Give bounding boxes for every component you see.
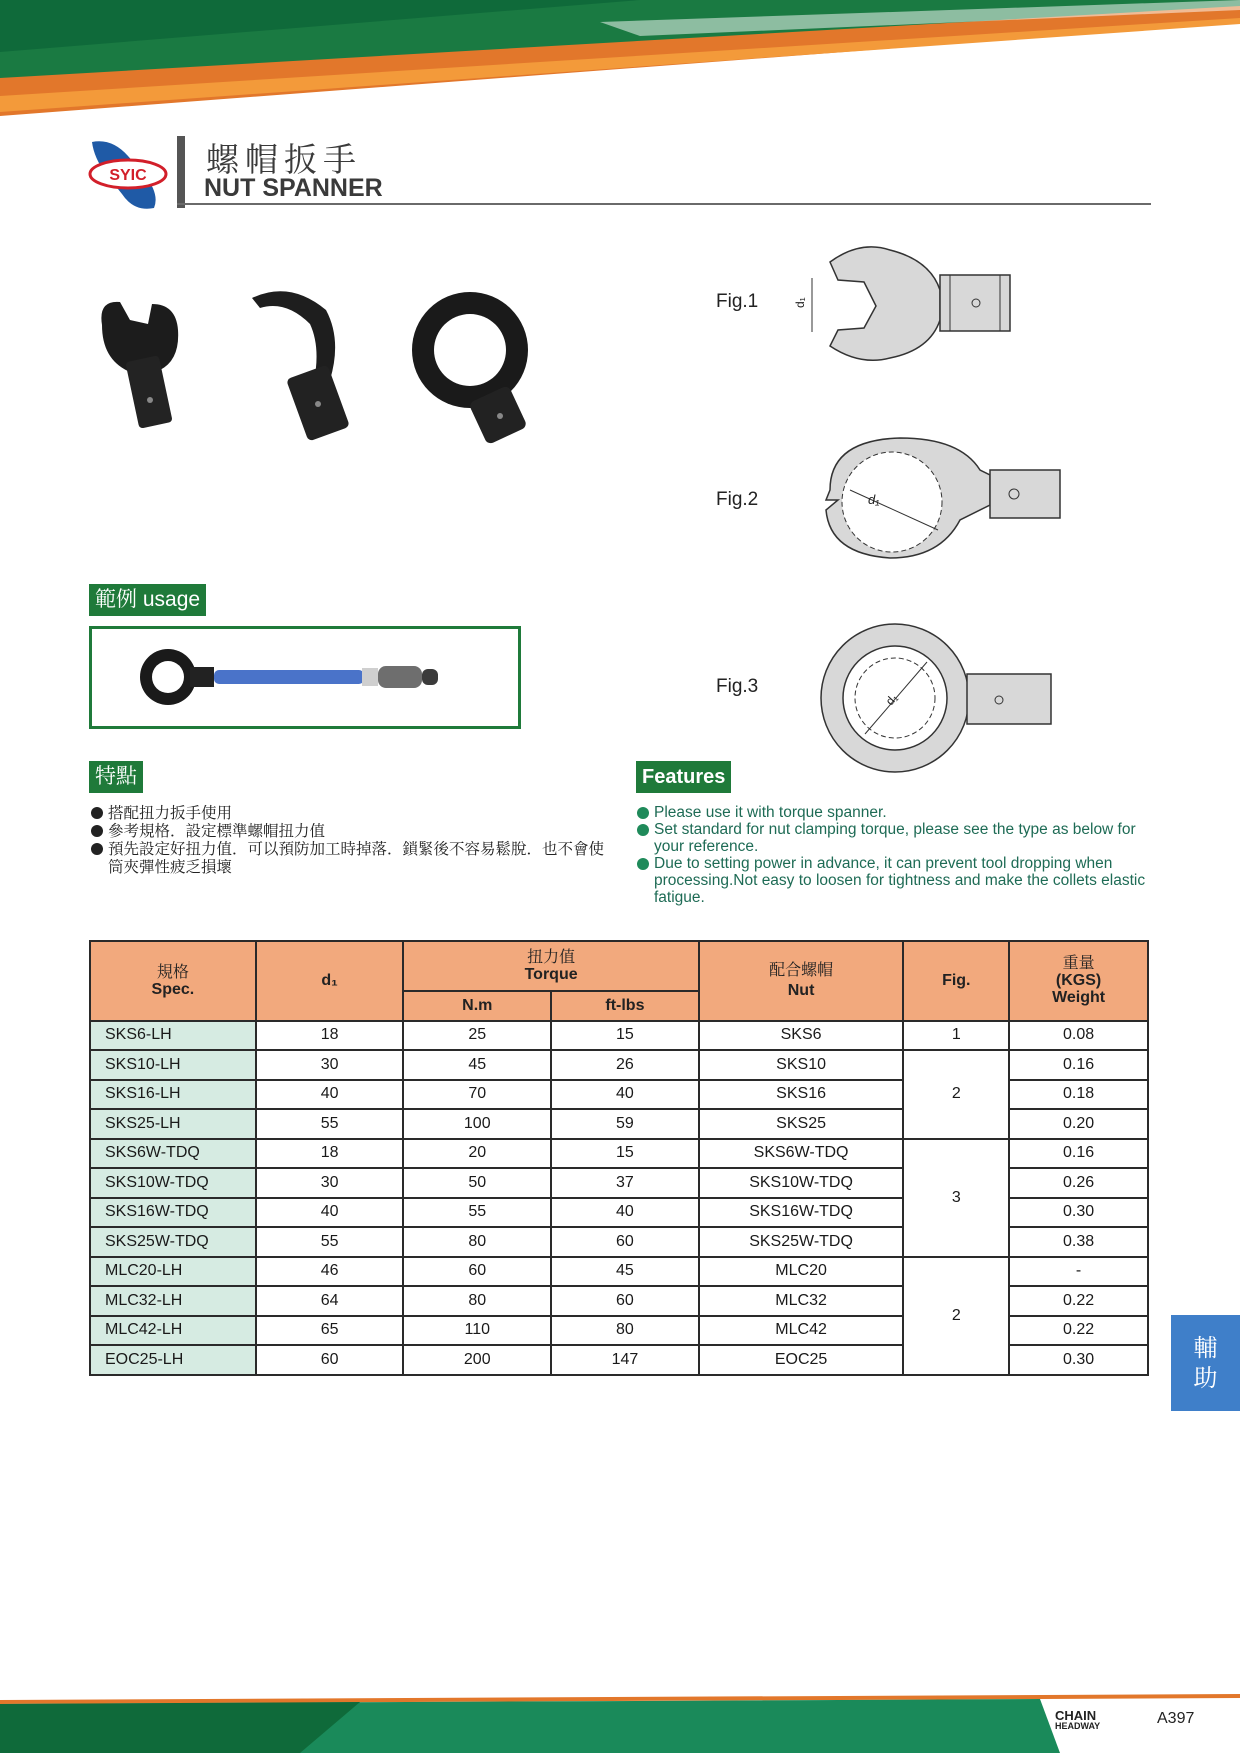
fig2-dim-label: d₁ [868, 492, 880, 507]
table-row: SKS25-LH 55 100 59 SKS25 0.20 [90, 1109, 1148, 1139]
fig-cell: 3 [903, 1139, 1009, 1257]
fig-cell: 2 [903, 1050, 1009, 1139]
header-spec: 規格 Spec. [90, 941, 256, 1021]
header-d1: d₁ [256, 941, 404, 1021]
list-item: 預先設定好扭力值．可以預防加工時掉落．鎖緊後不容易鬆脫．也不會使筒夾彈性疲乏損壞 [90, 840, 610, 876]
table-row: MLC42-LH 65 110 80 MLC42 0.22 [90, 1316, 1148, 1346]
table-row: SKS6-LH 18 25 15 SKS6 1 0.08 [90, 1021, 1148, 1051]
header-nm: N.m [403, 991, 551, 1021]
table-row: SKS10W-TDQ 30 50 37 SKS10W-TDQ 0.26 [90, 1168, 1148, 1198]
table-row: MLC20-LH 46 60 45 MLC20 2 - [90, 1257, 1148, 1287]
table-row: SKS25W-TDQ 55 80 60 SKS25W-TDQ 0.38 [90, 1227, 1148, 1257]
spec-table [89, 940, 1149, 1376]
torque-wrench-illustration [92, 629, 518, 726]
header-torque: 扭力值 Torque [403, 941, 698, 991]
header-nut: 配合螺帽 Nut [699, 941, 904, 1021]
fig3-drawing [815, 618, 1065, 778]
header-fig: Fig. [903, 941, 1009, 1021]
side-tab-category[interactable]: 輔 助 [1171, 1315, 1240, 1411]
table-row: SKS10-LH 30 45 26 SKS10 2 0.16 [90, 1050, 1148, 1080]
page-number: A397 [1157, 1710, 1195, 1727]
list-item: 參考規格．設定標準螺帽扭力值 [90, 822, 610, 840]
header-ftlbs: ft-lbs [551, 991, 699, 1021]
open-spanner-photo [101, 302, 178, 429]
hook-spanner-photo [252, 291, 350, 441]
table-row: SKS16-LH 40 70 40 SKS16 0.18 [90, 1080, 1148, 1110]
title-accent-bar [177, 136, 185, 208]
bottom-banner [0, 1690, 1240, 1753]
syic-logo [88, 134, 168, 214]
fig2-label: Fig.2 [716, 489, 759, 510]
fig-cell: 1 [903, 1021, 1009, 1051]
chain-headway-logo: CHAIN HEADWAY [1055, 1708, 1101, 1731]
title-divider [177, 203, 1151, 205]
page-title-en: NUT SPANNER [204, 174, 383, 202]
page-title-zh: 螺帽扳手 [206, 140, 362, 179]
table-row: MLC32-LH 64 80 60 MLC32 0.22 [90, 1286, 1148, 1316]
features-en-list [636, 804, 1156, 906]
table-row: EOC25-LH 60 200 147 EOC25 0.30 [90, 1345, 1148, 1375]
fig-cell: 2 [903, 1257, 1009, 1375]
list-item: Set standard for nut clamping torque, please see the type as below for your reference. [636, 821, 1156, 855]
fig3-label: Fig.3 [716, 676, 759, 697]
list-item: Please use it with torque spanner. [636, 804, 1156, 821]
header-weight: 重量 (KGS) Weight [1009, 941, 1148, 1021]
features-en-label: Features [636, 761, 731, 793]
top-banner [0, 0, 1240, 120]
product-photos [90, 280, 610, 470]
list-item: 搭配扭力扳手使用 [90, 804, 610, 822]
table-row: SKS16W-TDQ 40 55 40 SKS16W-TDQ 0.30 [90, 1198, 1148, 1228]
features-zh-label: 特點 [89, 761, 143, 793]
fig2-drawing [810, 430, 1070, 570]
fig1-drawing [790, 240, 1030, 370]
table-row: SKS6W-TDQ 18 20 15 SKS6W-TDQ 3 0.16 [90, 1139, 1148, 1169]
usage-label: 範例 usage [89, 584, 206, 616]
ring-spanner-photo [412, 292, 528, 445]
fig1-label: Fig.1 [716, 291, 759, 312]
fig3-dim-label: d₁ [882, 690, 901, 709]
list-item: Due to setting power in advance, it can prevent tool dropping when processing.Not easy to loosen for tightness and make the collets elastic fatigue. [636, 855, 1156, 906]
features-zh-list [90, 804, 610, 876]
usage-image-frame [89, 626, 521, 729]
logo-text: SYIC [109, 167, 147, 184]
fig1-dim-label: d₁ [793, 297, 807, 308]
